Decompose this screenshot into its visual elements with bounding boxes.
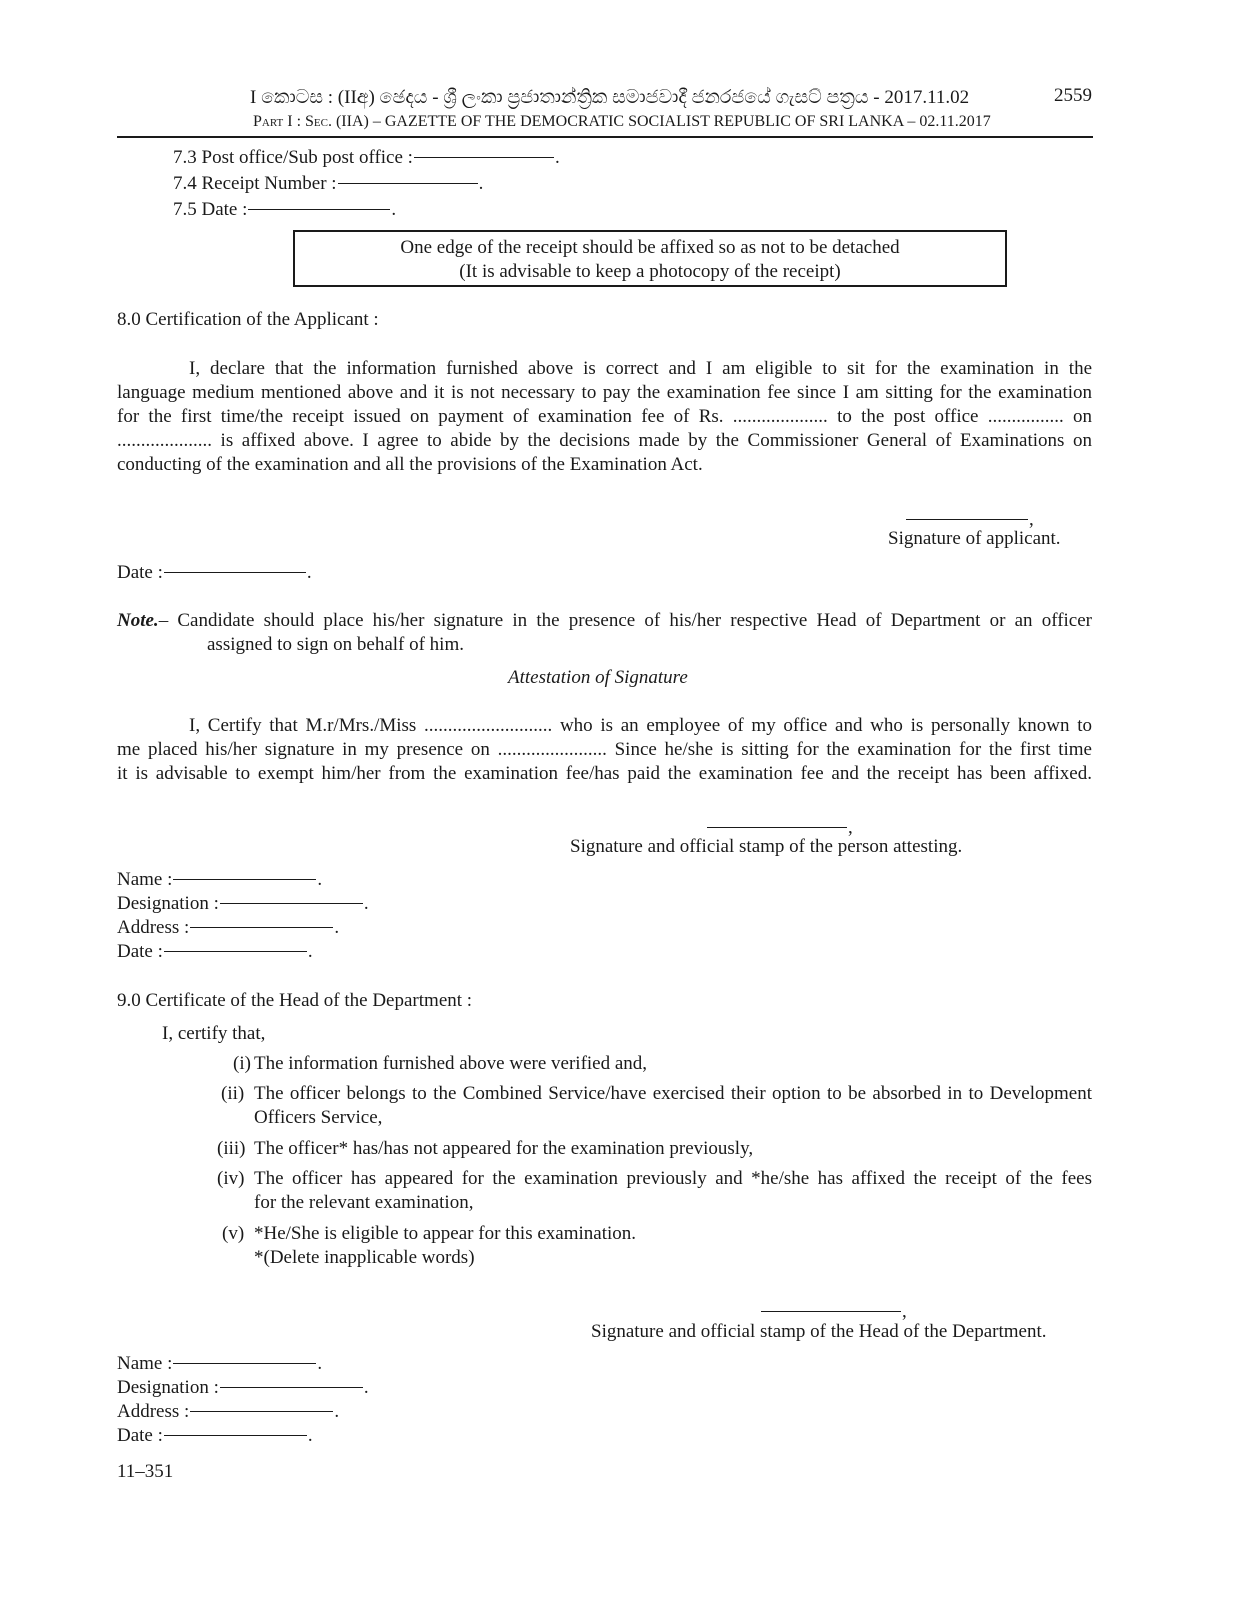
item-ii-line-2: Officers Service, — [254, 1107, 383, 1128]
attestation-heading: Attestation of Signature — [508, 667, 688, 688]
item-iii-num: (iii) — [217, 1138, 246, 1159]
note-line-2: assigned to sign on behalf of him. — [207, 634, 464, 655]
item-iii-line-1: The officer* has/has not appeared for the examination previously, — [254, 1138, 754, 1159]
head-date-field: Date : . — [117, 1425, 313, 1446]
item-7-3: 7.3 Post office/Sub post office : . — [173, 147, 560, 168]
applicant-para-line-4: .................... is affixed above. I agree to abide by the decisions made by the Commissioner General of Examinations on — [117, 430, 1092, 451]
item-ii-num: (ii) — [221, 1083, 245, 1104]
header-sinhala-line: I කොටස : (IIඅ) ඡෙදය - ශ්‍රී ලංකා ප්‍රජාතාන්ත්‍රික සමාජවාදී ජනරජයේ ගැසට් පත්‍රය - 2017.11.02 — [250, 87, 970, 108]
blank-line — [248, 209, 390, 210]
item-v-line-2: *(Delete inapplicable words) — [254, 1247, 475, 1268]
applicant-para-line-2: language medium mentioned above and it is not necessary to pay the examination fee since I am sitting for the examination — [117, 382, 1092, 403]
attest-signature-label: Signature and official stamp of the person attesting. — [570, 836, 963, 857]
attest-para-line-3: it is advisable to exempt him/her from the examination fee/has paid the examination fee and the receipt has been affixed. — [117, 763, 1092, 784]
blank-line — [220, 903, 363, 904]
attest-signature-line: , — [706, 816, 853, 840]
header-part-label: Part I : Sec. — [253, 113, 332, 130]
attest-designation-field: Designation : . — [117, 893, 369, 914]
head-designation-field: Designation : . — [117, 1377, 369, 1398]
item-7-5-label: 7.5 Date : — [173, 199, 248, 220]
field-label: Address : — [117, 917, 190, 938]
blank-line — [707, 827, 847, 828]
page-number: 2559 — [1054, 85, 1092, 106]
attest-para-line-2: me placed his/her signature in my presence on ....................... Since he/she is sitting for the examination for the first time — [117, 739, 1092, 760]
applicant-signature-label: Signature of applicant. — [888, 528, 1061, 549]
blank-line — [173, 1363, 316, 1364]
applicant-signature-line: , — [905, 508, 1034, 532]
item-v-num: (v) — [222, 1223, 245, 1244]
attest-address-field: Address : . — [117, 917, 340, 938]
item-7-4-label: 7.4 Receipt Number : — [173, 173, 337, 194]
receipt-note-line-2: (It is advisable to keep a photocopy of the receipt) — [459, 261, 841, 282]
item-iv-num: (iv) — [217, 1168, 245, 1189]
blank-line — [414, 157, 554, 158]
blank-line — [164, 572, 306, 573]
item-i-line-1: The information furnished above were verified and, — [254, 1053, 648, 1074]
attest-date-field: Date : . — [117, 941, 313, 962]
head-signature-label: Signature and official stamp of the Head of the Department. — [591, 1321, 1047, 1342]
item-ii-line-1: The officer belongs to the Combined Service/have exercised their option to be absorbed in to Development — [254, 1083, 1092, 1104]
field-label: Date : — [117, 1425, 163, 1446]
header-english-rest: (IIA) – GAZETTE OF THE DEMOCRATIC SOCIALIST REPUBLIC OF SRI LANKA – 02.11.2017 — [335, 113, 991, 130]
field-label: Address : — [117, 1401, 190, 1422]
blank-line — [173, 879, 316, 880]
item-7-5: 7.5 Date : . — [173, 199, 397, 220]
section-9-intro: I, certify that, — [162, 1023, 266, 1044]
blank-line — [190, 1411, 333, 1412]
applicant-para-line-3: for the first time/the receipt issued on payment of examination fee of Rs. .................... to the post office ................ on — [117, 406, 1092, 427]
note-line-1 — [117, 609, 1092, 633]
note-text: – Candidate should place his/her signature in the presence of his/her respective Head of Department or an officer — [158, 610, 1092, 631]
blank-line — [164, 951, 307, 952]
item-7-3-label: 7.3 Post office/Sub post office : — [173, 147, 413, 168]
date-label: Date : — [117, 562, 163, 583]
field-label: Name : — [117, 1353, 173, 1374]
blank-line — [338, 183, 478, 184]
receipt-note-line-1: One edge of the receipt should be affixed so as not to be detached — [400, 237, 900, 258]
blank-line — [220, 1387, 363, 1388]
item-iv-line-2: for the relevant examination, — [254, 1192, 474, 1213]
head-name-field: Name : . — [117, 1353, 323, 1374]
item-v-line-1: *He/She is eligible to appear for this examination. — [254, 1223, 637, 1244]
footer-code: 11–351 — [117, 1461, 174, 1482]
section-9-heading: 9.0 Certificate of the Head of the Department : — [117, 990, 473, 1011]
head-signature-line: , — [760, 1300, 907, 1324]
field-label: Date : — [117, 941, 163, 962]
blank-line — [761, 1311, 901, 1312]
field-label: Name : — [117, 869, 173, 890]
section-8-heading: 8.0 Certification of the Applicant : — [117, 309, 379, 330]
attest-name-field: Name : . — [117, 869, 323, 890]
item-i-num: (i) — [233, 1053, 251, 1074]
header-rule — [117, 136, 1093, 138]
blank-line — [190, 927, 333, 928]
field-label: Designation : — [117, 893, 219, 914]
item-iv-line-1: The officer has appeared for the examination previously and *he/she has affixed the receipt of the fees — [254, 1168, 1092, 1189]
blank-line — [906, 519, 1028, 520]
note-label: Note. — [117, 610, 159, 631]
header-english-line — [253, 110, 991, 134]
field-label: Designation : — [117, 1377, 219, 1398]
applicant-para-line-1: I, declare that the information furnished above is correct and I am eligible to sit for the examination in the — [189, 358, 1092, 379]
head-address-field: Address : . — [117, 1401, 340, 1422]
applicant-date: Date : . — [117, 562, 312, 583]
item-7-4: 7.4 Receipt Number : . — [173, 173, 484, 194]
attest-para-line-1: I, Certify that M.r/Mrs./Miss ........................... who is an employee of my office and who is personally known to — [189, 715, 1092, 736]
blank-line — [164, 1435, 307, 1436]
applicant-para-line-5: conducting of the examination and all the provisions of the Examination Act. — [117, 454, 703, 475]
receipt-note-box — [293, 230, 1007, 287]
